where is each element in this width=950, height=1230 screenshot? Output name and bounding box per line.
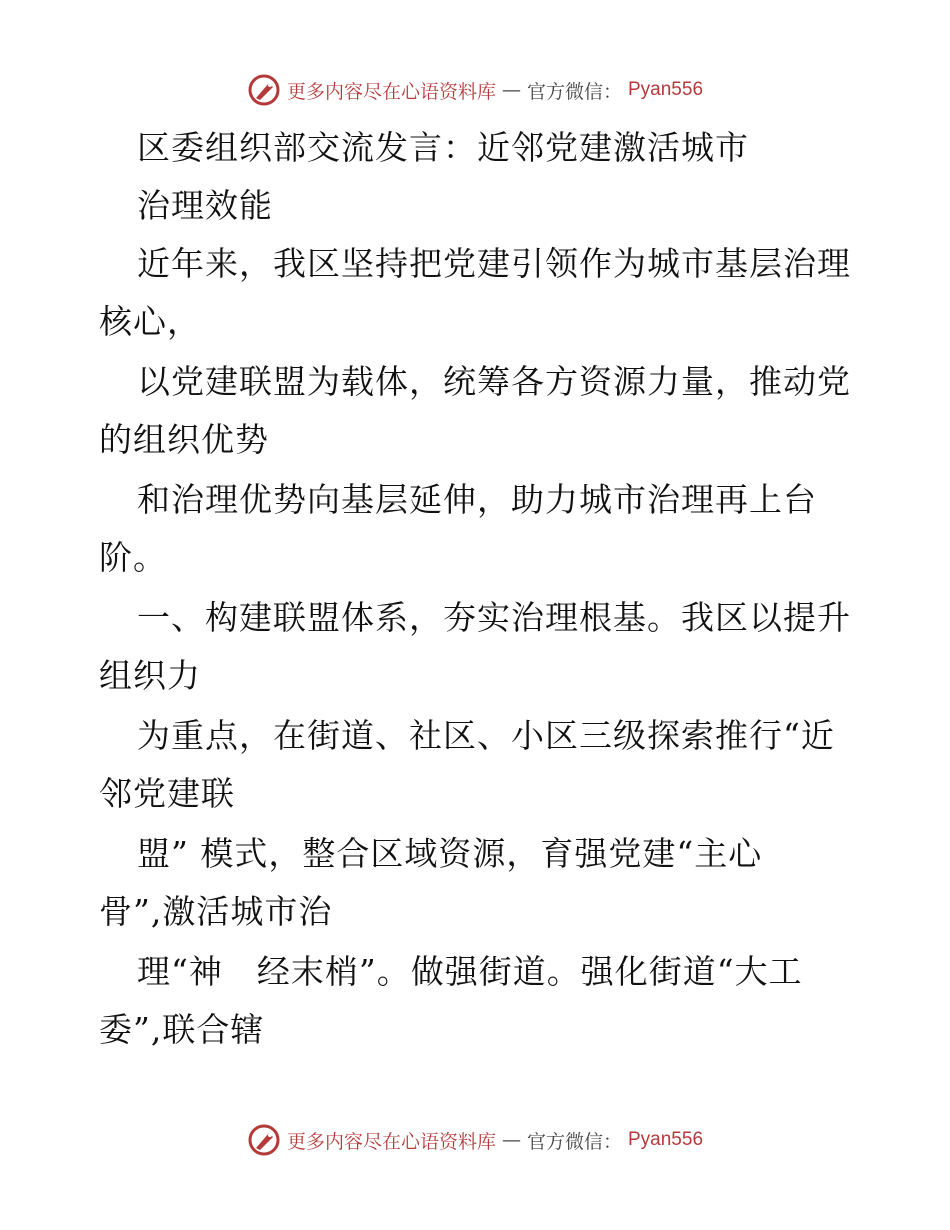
text-line: 盟” 模式，整合区域资源，育强党建“主心 (137, 834, 763, 873)
wechat-label: 官方微信： (526, 80, 622, 103)
site-name: 更多内容尽在心语资料库 (286, 80, 496, 103)
text-line: 骨”,激活城市治 (99, 892, 333, 931)
text-line: 和治理优势向基层延伸，助力城市治理再上台 (137, 480, 817, 519)
footer-banner (0, 1120, 950, 1160)
text-line: 核心， (99, 302, 201, 341)
text-line: 阶。 (99, 538, 167, 577)
pen-nib-logo-icon (247, 73, 281, 107)
title-line-1: 区委组织部交流发言：近邻党建激活城市 (137, 128, 749, 167)
text-line: 为重点，在街道、社区、小区三级探索推行“近 (137, 716, 835, 755)
text-line: 以党建联盟为载体，统筹各方资源力量，推动党 (137, 362, 851, 401)
wechat-id: Pyan556 (628, 79, 704, 100)
banner-separator: — (501, 79, 521, 101)
text-line: 邻党建联 (99, 774, 235, 813)
banner-separator: — (501, 1129, 521, 1151)
text-line: 一、构建联盟体系，夯实治理根基。我区以提升 (137, 598, 851, 637)
title-line-2: 治理效能 (137, 186, 273, 225)
site-name: 更多内容尽在心语资料库 (286, 1130, 496, 1153)
text-line: 近年来，我区坚持把党建引领作为城市基层治理 (137, 244, 851, 283)
header-banner (0, 70, 950, 110)
text-line: 的组织优势 (99, 420, 269, 459)
text-line: 理“神 经末梢”。做强街道。强化街道“大工 (137, 952, 803, 991)
wechat-id: Pyan556 (628, 1129, 704, 1150)
text-line: 委”,联合辖 (99, 1010, 265, 1049)
pen-nib-logo-icon (247, 1123, 281, 1157)
wechat-label: 官方微信： (526, 1130, 622, 1153)
text-line: 组织力 (99, 656, 201, 695)
